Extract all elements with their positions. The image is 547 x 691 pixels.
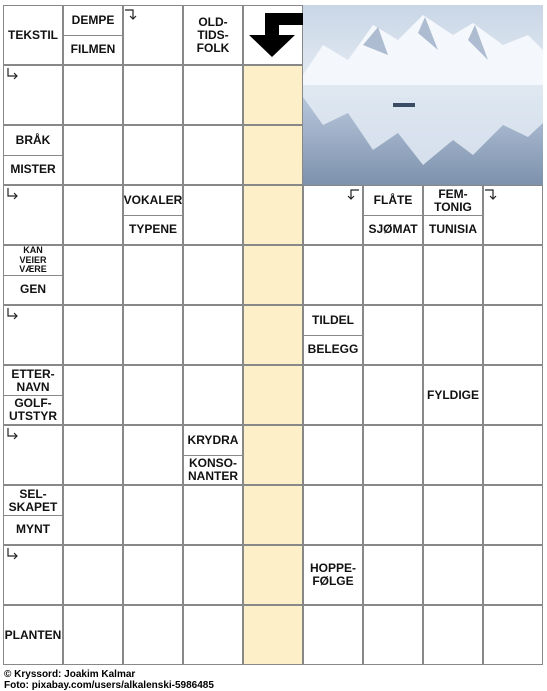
answer-cell-r6-c6[interactable] xyxy=(363,365,423,425)
answer-cell-r7-c6[interactable] xyxy=(363,425,423,485)
clue-divider-r3-c7 xyxy=(423,215,483,216)
answer-cell-r10-c1[interactable] xyxy=(63,605,123,665)
answer-cell-r4-c5[interactable] xyxy=(303,245,363,305)
answer-cell-r9-c3[interactable] xyxy=(183,545,243,605)
answer-cell-r7-c1[interactable] xyxy=(63,425,123,485)
clue-femtonig: FEM- TONIG xyxy=(434,186,472,214)
arrow-down-right-icon xyxy=(5,67,19,81)
credits-author: © Kryssord: Joakim Kalmar xyxy=(4,669,136,680)
clue-gen: GEN xyxy=(19,282,46,296)
arrow-down-right-icon xyxy=(5,307,19,321)
glacier-photo xyxy=(303,5,543,185)
answer-cell-r3-c3[interactable] xyxy=(183,185,243,245)
arrow-right-down-icon xyxy=(484,187,498,201)
answer-cell-r8-c8[interactable] xyxy=(483,485,543,545)
clue-planten: PLANTEN xyxy=(4,627,62,642)
answer-cell-r10-c2[interactable] xyxy=(123,605,183,665)
answer-cell-r6-c5[interactable] xyxy=(303,365,363,425)
answer-cell-r8-c4[interactable] xyxy=(243,485,303,545)
credits-photo: Foto: pixabay.com/users/alkalenski-5986485 xyxy=(4,680,214,691)
answer-cell-r5-c2[interactable] xyxy=(123,305,183,365)
answer-cell-r5-c6[interactable] xyxy=(363,305,423,365)
answer-cell-r1-c1[interactable] xyxy=(63,65,123,125)
answer-cell-r3-c4[interactable] xyxy=(243,185,303,245)
answer-cell-r8-c5[interactable] xyxy=(303,485,363,545)
answer-cell-r4-c7[interactable] xyxy=(423,245,483,305)
clue-divider-r3-c2 xyxy=(123,215,183,216)
answer-cell-r4-c4[interactable] xyxy=(243,245,303,305)
clue-divider-r7-c3 xyxy=(183,455,243,456)
credits xyxy=(4,669,214,691)
answer-cell-r10-c8[interactable] xyxy=(483,605,543,665)
clue-golfutstyr: GOLF- UTSTYR xyxy=(9,395,57,423)
arrow-left-down-icon xyxy=(346,187,360,201)
answer-cell-r8-c6[interactable] xyxy=(363,485,423,545)
arrow-right-down-icon xyxy=(124,7,138,21)
answer-cell-r9-c6[interactable] xyxy=(363,545,423,605)
answer-cell-r4-c6[interactable] xyxy=(363,245,423,305)
answer-cell-r9-c4[interactable] xyxy=(243,545,303,605)
answer-cell-r2-c1[interactable] xyxy=(63,125,123,185)
clue-divider-r6-c0 xyxy=(3,395,63,396)
answer-cell-r7-c4[interactable] xyxy=(243,425,303,485)
answer-cell-r10-c7[interactable] xyxy=(423,605,483,665)
answer-cell-r9-c2[interactable] xyxy=(123,545,183,605)
answer-cell-r9-c1[interactable] xyxy=(63,545,123,605)
answer-cell-r6-c2[interactable] xyxy=(123,365,183,425)
answer-cell-r1-c2[interactable] xyxy=(123,65,183,125)
answer-cell-r5-c4[interactable] xyxy=(243,305,303,365)
answer-cell-r8-c1[interactable] xyxy=(63,485,123,545)
clue-fyldige: FYLDIGE xyxy=(426,387,479,402)
answer-cell-r9-c8[interactable] xyxy=(483,545,543,605)
answer-cell-r7-c2[interactable] xyxy=(123,425,183,485)
answer-cell-r7-c8[interactable] xyxy=(483,425,543,485)
answer-cell-r5-c8[interactable] xyxy=(483,305,543,365)
clue-divider-r2-c0 xyxy=(3,155,63,156)
answer-cell-r2-c3[interactable] xyxy=(183,125,243,185)
answer-cell-r5-c7[interactable] xyxy=(423,305,483,365)
answer-cell-r1-c3[interactable] xyxy=(183,65,243,125)
clue-divider-r5-c5 xyxy=(303,335,363,336)
answer-cell-r7-c5[interactable] xyxy=(303,425,363,485)
clue-tekstil: TEKSTIL xyxy=(8,27,58,42)
answer-cell-r10-c5[interactable] xyxy=(303,605,363,665)
clue-tunisia: TUNISIA xyxy=(429,222,477,236)
answer-cell-r8-c3[interactable] xyxy=(183,485,243,545)
answer-cell-r5-c1[interactable] xyxy=(63,305,123,365)
answer-cell-r9-c7[interactable] xyxy=(423,545,483,605)
answer-cell-r4-c1[interactable] xyxy=(63,245,123,305)
clue-divider-r8-c0 xyxy=(3,515,63,516)
arrow-down-right-icon xyxy=(5,187,19,201)
clue-oldtidsfolk: OLD- TIDS- FOLK xyxy=(196,14,230,55)
arrow-down-right-icon xyxy=(5,427,19,441)
clue-mynt: MYNT xyxy=(16,522,50,536)
answer-cell-r10-c4[interactable] xyxy=(243,605,303,665)
clue-divider-r0-c1 xyxy=(63,35,123,36)
answer-cell-r10-c6[interactable] xyxy=(363,605,423,665)
answer-cell-r6-c4[interactable] xyxy=(243,365,303,425)
answer-cell-r4-c2[interactable] xyxy=(123,245,183,305)
answer-cell-r2-c2[interactable] xyxy=(123,125,183,185)
answer-cell-r6-c1[interactable] xyxy=(63,365,123,425)
clue-selskapet: SEL- SKAPET xyxy=(8,486,58,514)
clue-kanveiervaere: KAN VEIER VÆRE xyxy=(19,246,47,275)
answer-cell-r5-c3[interactable] xyxy=(183,305,243,365)
answer-cell-r6-c3[interactable] xyxy=(183,365,243,425)
answer-cell-r8-c2[interactable] xyxy=(123,485,183,545)
answer-cell-r6-c8[interactable] xyxy=(483,365,543,425)
solution-arrow-icon xyxy=(243,5,303,65)
answer-cell-r4-c8[interactable] xyxy=(483,245,543,305)
clue-krydra: KRYDRA xyxy=(187,433,239,447)
answer-cell-r1-c4[interactable] xyxy=(243,65,303,125)
clue-divider-r3-c6 xyxy=(363,215,423,216)
clue-ettarnavn: ETTER- NAVN xyxy=(11,366,55,394)
clue-vokaler: VOKALER xyxy=(124,193,182,207)
answer-cell-r7-c7[interactable] xyxy=(423,425,483,485)
clue-sjomat: SJØMAT xyxy=(368,222,418,236)
clue-typene: TYPENE xyxy=(128,222,177,236)
answer-cell-r3-c1[interactable] xyxy=(63,185,123,245)
clue-belegg: BELEGG xyxy=(307,342,359,356)
clue-divider-r4-c0 xyxy=(3,275,63,276)
arrow-down-right-icon xyxy=(5,547,19,561)
clue-flate: FLÅTE xyxy=(373,193,413,207)
answer-cell-r2-c4[interactable] xyxy=(243,125,303,185)
answer-cell-r8-c7[interactable] xyxy=(423,485,483,545)
clue-dempe: DEMPE xyxy=(71,13,115,27)
clue-hoppefolge: HOPPE- FØLGE xyxy=(309,561,356,588)
clue-tildel: TILDEL xyxy=(312,313,354,327)
answer-cell-r10-c3[interactable] xyxy=(183,605,243,665)
clue-brak: BRÅK xyxy=(15,133,51,147)
clue-filmen: FILMEN xyxy=(70,42,116,56)
clue-konsonanter: KONSO- NANTER xyxy=(188,455,238,483)
answer-cell-r4-c3[interactable] xyxy=(183,245,243,305)
clue-mister: MISTER xyxy=(10,162,56,176)
